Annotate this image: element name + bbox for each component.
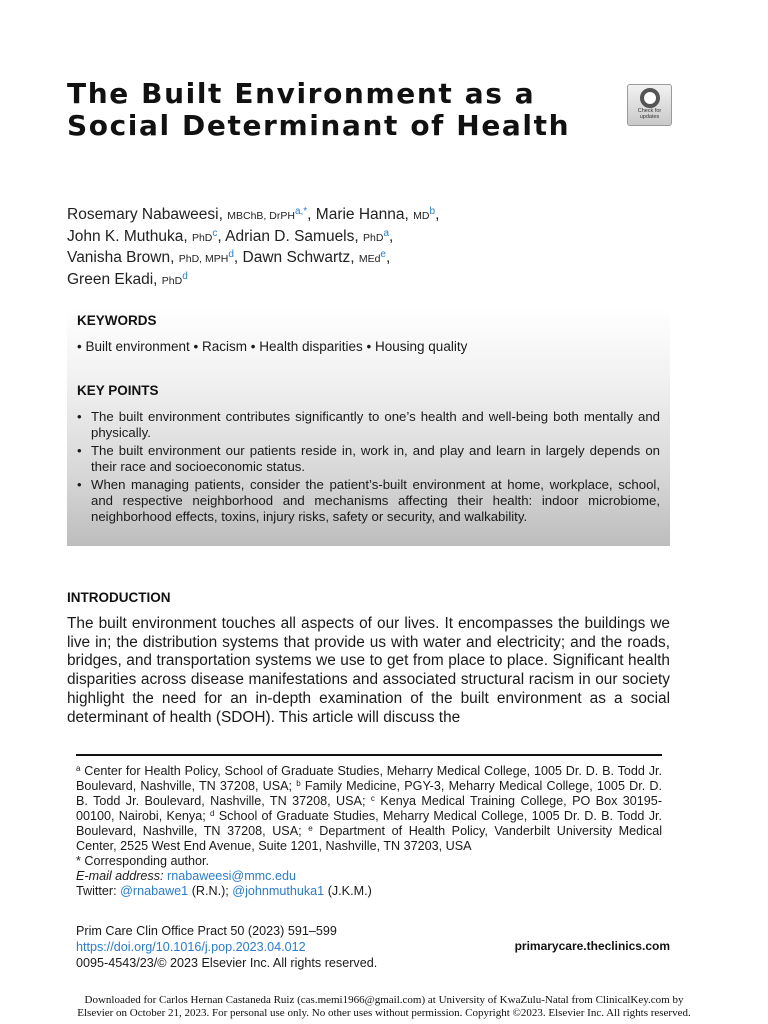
twitter-line [76,884,662,899]
author: Rosemary Nabaweesi, MBChB, DrPH$^{a,*}$, [67,206,316,223]
affiliation-mark: a [76,764,81,773]
keywords-list: • Built environment • Racism • Health disparities • Housing quality [77,339,468,354]
author: Green Ekadi, PhD$^d$ [67,270,188,288]
update-ring-icon [640,88,660,108]
affiliation-text: Family Medicine, PGY-3, Meharry Medical College, 1005 Dr. D. B. Todd Jr. Boulevard, Nashville, TN 37208, USA; [76,779,663,808]
email-link[interactable]: rnabaweesi@mmc.edu [167,869,296,883]
affiliation-text: Department of Health Policy, Vanderbilt University Medical Center, 2525 West End Avenue, Suite 1201, Nashville, TN 37203, USA [76,824,663,853]
author-separator: , [435,206,440,223]
author-name: Dawn Schwartz [242,249,351,266]
key-point-item: • The built environment contributes significantly to one’s health and well-being both mentally and physically. [77,409,660,441]
footnote-divider [76,754,662,756]
affiliation-mark: d [210,809,215,818]
affiliation-mark: e [308,824,313,833]
author: Adrian D. Samuels, PhD$^a$, [225,227,394,245]
affiliation-text: Center for Health Policy, School of Graduate Studies, Meharry Medical College, 1005 Dr. D. B. Todd Jr. Boulevard, Nashville, TN 37208, USA; [76,764,662,793]
article-title: The Built Environment as a Social Determinant of Health [67,77,571,142]
download-notice-line: Elsevier on October 21, 2023. For personal use only. No other uses without permission. Copyright ©2023. Elsevier Inc. All rights reserved. [77,1006,691,1019]
author-affiliation-link[interactable]: c [212,227,218,239]
download-notice [0,994,768,1019]
twitter-link-2[interactable]: @johnmuthuka1 [232,884,325,898]
download-notice-line: Downloaded for Carlos Hernan Castaneda Ruiz (cas.memi1966@gmail.com) at University of KwaZulu-Natal from ClinicalKey.com by [84,994,684,1006]
author-list [67,205,687,291]
affiliation-mark: b [296,779,301,788]
author-separator: , [217,227,226,245]
author-degree: PhD [191,231,213,244]
twitter-initials-2: (J.K.M.) [327,884,372,898]
key-point-item: • When managing patients, consider the patient’s-built environment at home, workplace, school, and respective neighborhood and mechanisms affecting their health: indoor microbiome, neighborhood effects, toxins, injury risks, safety or security, and walkability. [77,477,660,525]
author: Marie Hanna, $MD^b$, [315,206,440,223]
copyright-line: 0095-4543/23/© 2023 Elsevier Inc. All rights reserved. [76,956,378,970]
badge-label-1: Check for [637,108,662,114]
author-affiliation-link[interactable]: a,* [294,206,308,217]
author-affiliation-link[interactable]: e [380,249,386,260]
author-separator: , [385,249,391,266]
author-name: Marie Hanna [315,206,405,223]
key-point-item: • The built environment our patients reside in, work in, and play and learn in largely depends on their race and socioeconomic status. [77,443,660,475]
affiliation-text: Kenya Medical Training College, PO Box 30195-00100, Nairobi, Kenya; [76,794,663,823]
author-separator: , [233,249,243,266]
author-degree: MD [413,210,430,222]
twitter-initials-1: (R.N.); [191,884,229,898]
author-affiliation-link[interactable]: d [182,270,188,282]
author-name: John K. Muthuka [67,227,184,245]
author-name: Adrian D. Samuels [225,227,355,245]
twitter-label: Twitter: [76,884,117,898]
key-points-heading: KEY POINTS [77,383,159,398]
author-degree: MEd [358,253,381,265]
author-separator: , [307,206,316,223]
check-for-updates-badge[interactable] [627,84,672,126]
introduction-heading: INTRODUCTION [67,590,171,605]
introduction-paragraph: The built environment touches all aspects of our lives. It encompasses the buildings we live in; the distribution systems that provide us with water and electricity; and the roads, bridges, and transportation systems we use to get from place to place. Significant health disparities across disease manifestations and associated structural racism in our society highlight the need for an in-depth examination of the built environment as a social determinant of health (SDOH). This article will discuss the [67,615,670,726]
author-degree: PhD, MPH [178,253,229,265]
keywords-keypoints-box [67,308,670,546]
email-line [76,869,662,884]
key-points-list [77,409,660,525]
author-name: Rosemary Nabaweesi [67,206,219,223]
corresponding-author-note: * Corresponding author. [76,854,210,868]
affiliations [76,764,662,854]
twitter-link-1[interactable]: @rnabawe1 [120,884,189,898]
author: Vanisha Brown, PhD, MPH$^d$, [67,249,243,266]
author-degree: PhD [363,231,384,244]
affiliation-text: School of Graduate Studies, Meharry Medical College, 1005 Dr. D. B. Todd Jr. Boulevard, Nashville, TN 37208, USA; [76,809,663,838]
doi-link[interactable]: https://doi.org/10.1016/j.pop.2023.04.012 [76,940,306,954]
footnotes [76,764,662,899]
author-affiliation-link[interactable]: b [429,206,436,217]
author: John K. Muthuka, PhD$^c$, [67,227,226,245]
author-affiliation-link[interactable]: d [228,249,234,260]
badge-label-2: updates [639,114,660,120]
author-name: Green Ekadi [67,270,154,288]
author-degree: PhD [161,274,183,287]
email-label: E-mail address: [76,869,164,883]
author-name: Vanisha Brown [67,249,171,266]
author-degree: MBChB, DrPH [227,210,295,222]
keywords-heading: KEYWORDS [77,313,157,328]
journal-website[interactable]: primarycare.theclinics.com [514,939,670,953]
affiliation-mark: c [370,794,375,803]
journal-citation: Prim Care Clin Office Pract 50 (2023) 591–599 [76,924,337,938]
author: Dawn Schwartz, MEd$^e$, [242,249,391,266]
author-separator: , [389,227,394,245]
author-affiliation-link[interactable]: a [383,227,390,239]
